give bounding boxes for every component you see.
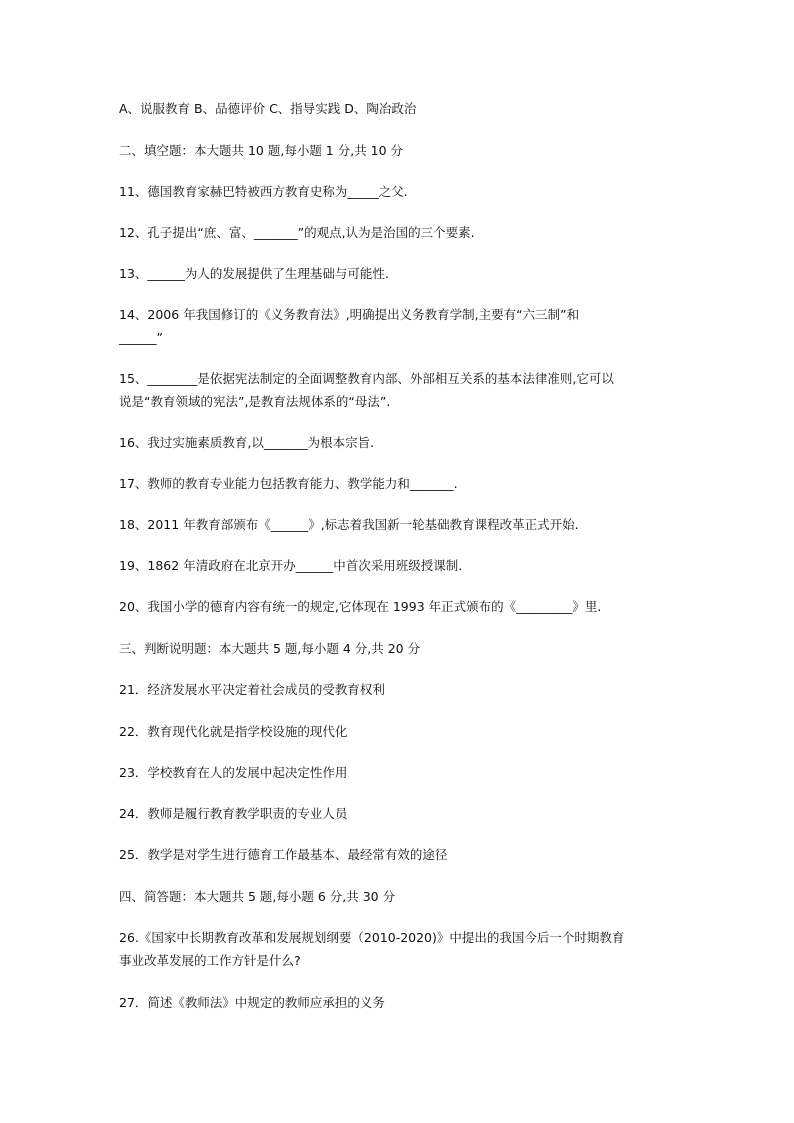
paragraph <box>119 180 408 203</box>
text-line: 14、2006 年我国修订的《义务教育法》,明确提出义务教育学制,主要有“六三制”和 <box>119 307 580 322</box>
text-line: 23．学校教育在人的发展中起决定性作用 <box>119 765 348 780</box>
paragraph <box>119 97 416 120</box>
paragraph <box>119 802 347 825</box>
paragraph <box>119 513 579 536</box>
paragraph <box>119 472 458 495</box>
text-line: 19、1862 年清政府在北京开办______中首次采用班级授课制. <box>119 558 463 573</box>
text-line: 说是“教育领域的宪法”,是教育法规体系的“母法”. <box>119 394 391 409</box>
paragraph <box>119 554 462 577</box>
paragraph <box>119 991 385 1014</box>
paragraph <box>119 720 347 743</box>
text-line: 11、德国教育家赫巴特被西方教育史称为_____之父. <box>119 184 408 199</box>
text-line: 25．教学是对学生进行德育工作最基本、最经常有效的途径 <box>119 847 448 862</box>
paragraph <box>119 678 385 701</box>
paragraph <box>119 595 601 618</box>
text-line: 事业改革发展的工作方针是什么? <box>119 953 301 968</box>
text-line: 15、________是依据宪法制定的全面调整教育内部、外部相互关系的基本法律准则,它可以 <box>119 371 614 386</box>
text-line: 二、填空题：本大题共 10 题,每小题 1 分,共 10 分 <box>119 143 404 158</box>
text-line: 26.《国家中长期教育改革和发展规划纲要（2010-2020)》中提出的我国今后一个时期教育 <box>119 930 625 945</box>
paragraph <box>119 431 374 454</box>
text-line: 27．简述《教师法》中规定的教师应承担的义务 <box>119 995 385 1010</box>
text-line: 12、孔子提出“庶、富、_______”的观点,认为是治国的三个要素. <box>119 225 475 240</box>
paragraph <box>119 885 395 908</box>
paragraph <box>119 262 389 285</box>
text-line: 三、判断说明题：本大题共 5 题,每小题 4 分,共 20 分 <box>119 641 421 656</box>
text-line: 20、我国小学的德育内容有统一的规定,它体现在 1993 年正式颁布的《_________》里. <box>119 599 602 614</box>
paragraph <box>119 761 347 784</box>
text-line: 24．教师是履行教育教学职责的专业人员 <box>119 806 348 821</box>
paragraph <box>119 637 420 660</box>
paragraph <box>119 221 475 244</box>
text-line: A、说服教育 B、品德评价 C、指导实践 D、陶冶政治 <box>119 101 417 116</box>
paragraph <box>119 926 624 972</box>
paragraph <box>119 367 614 413</box>
paragraph <box>119 139 403 162</box>
text-line: 18、2011 年教育部颁布《______》,标志着我国新一轮基础教育课程改革正式开始. <box>119 517 579 532</box>
text-line: ______” <box>119 330 163 345</box>
paragraph <box>119 843 447 866</box>
paragraph <box>119 303 579 349</box>
text-line: 13、______为人的发展提供了生理基础与可能性. <box>119 266 389 281</box>
text-line: 21．经济发展水平决定着社会成员的受教育权利 <box>119 682 385 697</box>
text-line: 22．教育现代化就是指学校设施的现代化 <box>119 724 348 739</box>
text-line: 16、我过实施素质教育,以_______为根本宗旨. <box>119 435 375 450</box>
text-line: 17、教师的教育专业能力包括教育能力、教学能力和_______. <box>119 476 458 491</box>
text-line: 四、简答题：本大题共 5 题,每小题 6 分,共 30 分 <box>119 889 396 904</box>
